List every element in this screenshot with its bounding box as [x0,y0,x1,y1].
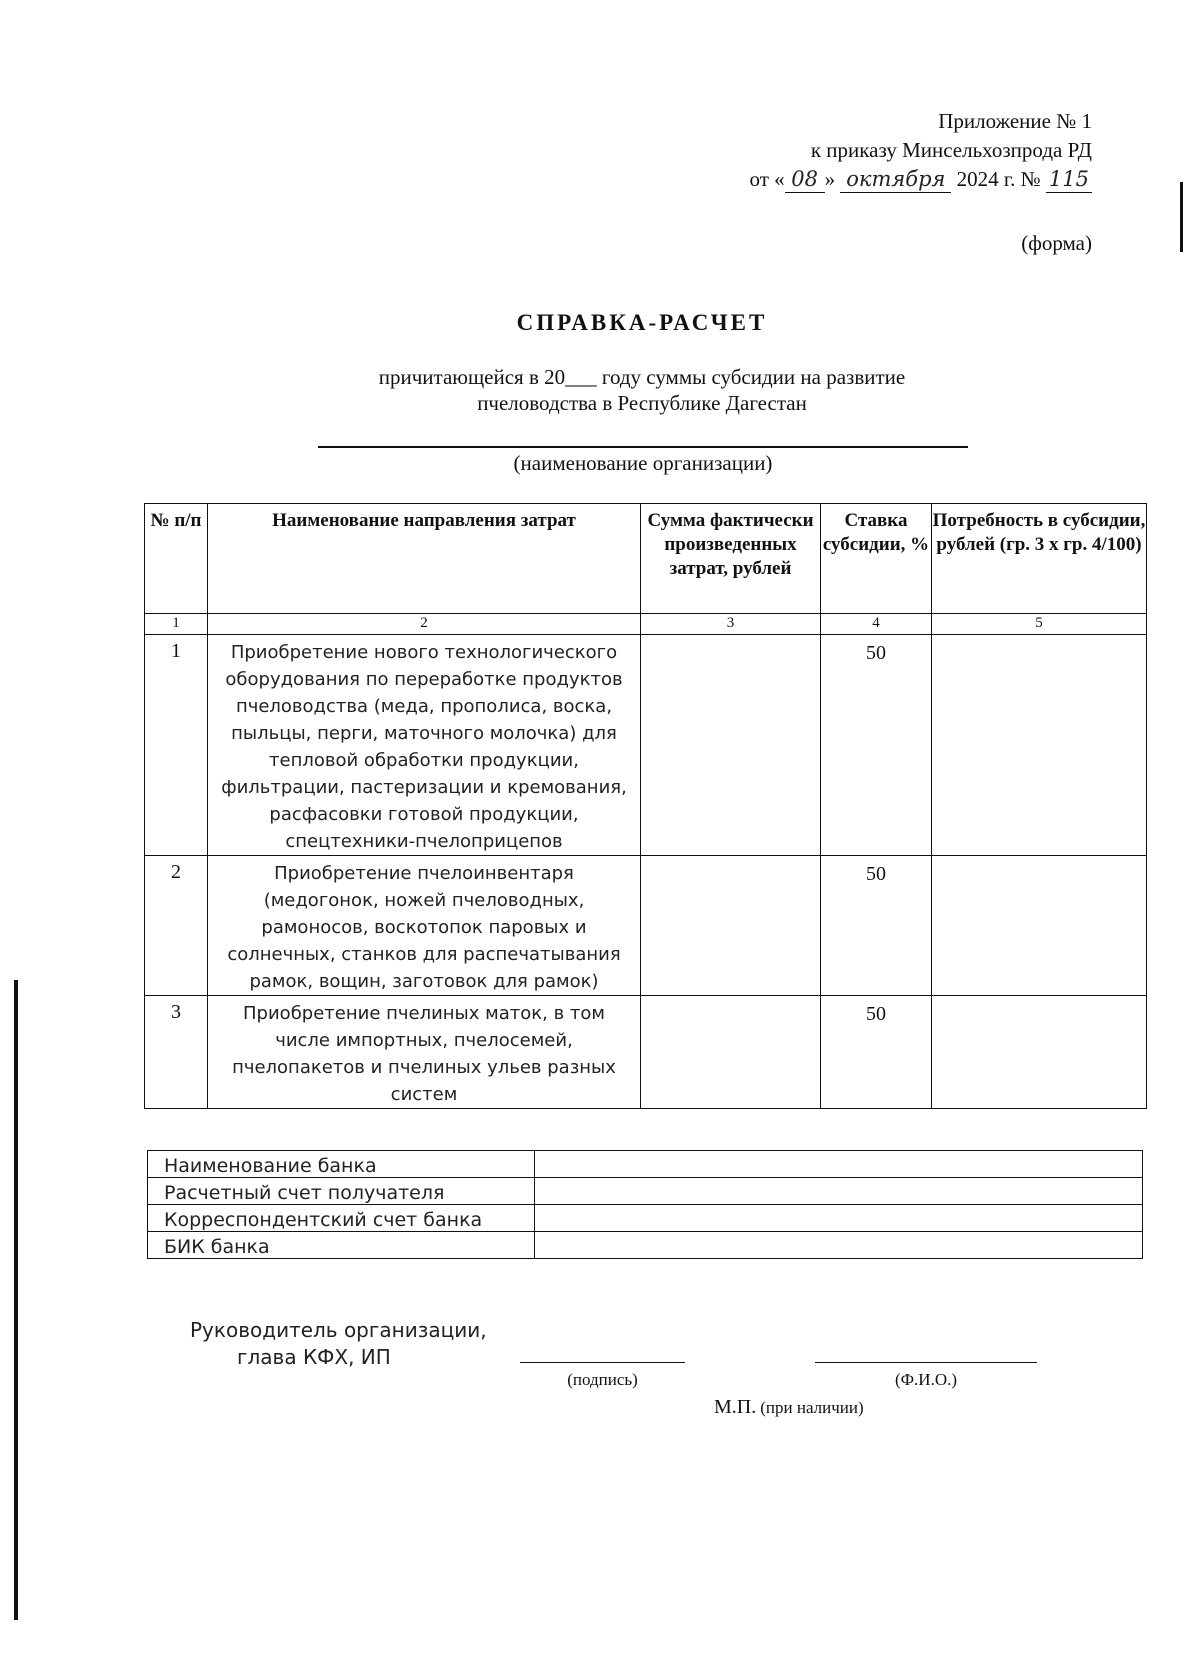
bank-row [148,1178,1143,1205]
bank-value-cell[interactable] [535,1232,1143,1259]
subtitle-line-1: причитающейся в 20___ году суммы субсидии на развитие [378,365,906,389]
stamp-prefix: М.П. [714,1396,757,1418]
row-rate: 50 [821,996,932,1109]
row-number: 2 [145,856,208,996]
farm-head-label: глава КФХ, ИП [237,1345,391,1369]
row-need-cell[interactable] [932,856,1147,996]
row-number: 1 [145,635,208,856]
column-number: 1 [145,614,208,635]
bank-value-cell[interactable] [535,1205,1143,1232]
form-label: (форма) [1021,231,1092,255]
bank-label: Корреспондентский счет банка [148,1205,535,1232]
handwritten-day: 08 [785,166,825,193]
row-number: 3 [145,996,208,1109]
signature-caption: (подпись) [567,1370,638,1389]
table-row [145,635,1147,856]
stamp-place-label [714,1396,864,1419]
row-rate: 50 [821,856,932,996]
bank-row [148,1151,1143,1178]
column-number: 4 [821,614,932,635]
order-reference: к приказу Минсельхозпрода РД [810,138,1092,162]
bank-label: БИК банка [148,1232,535,1259]
table-row [145,856,1147,996]
bank-value-cell[interactable] [535,1151,1143,1178]
bank-label: Наименование банка [148,1151,535,1178]
document-title: СПРАВКА-РАСЧЕТ [516,310,768,335]
handwritten-month: октября [840,166,951,193]
organization-name-line [318,446,968,448]
subtitle-line-2: пчеловодства в Республике Дагестан [477,391,807,415]
header-name: Наименование направления затрат [208,504,641,614]
header-num: № п/п [145,504,208,614]
table-row [145,996,1147,1109]
order-date-line [749,166,1092,193]
full-name-line [815,1362,1037,1363]
row-amount-cell[interactable] [641,856,821,996]
date-quote-close: » [824,167,836,191]
row-amount-cell[interactable] [641,635,821,856]
full-name-caption: (Ф.И.О.) [894,1370,958,1389]
row-amount-cell[interactable] [641,996,821,1109]
scan-edge-artifact [1180,182,1183,252]
bank-row [148,1232,1143,1259]
date-prefix: от « [749,167,785,191]
scan-edge-artifact [14,980,18,1620]
handwritten-order-number: 115 [1046,166,1092,193]
row-rate: 50 [821,635,932,856]
calculation-table [144,503,1147,1109]
bank-label: Расчетный счет получателя [148,1178,535,1205]
organization-caption: (наименование организации) [513,451,773,475]
row-need-cell[interactable] [932,635,1147,856]
header-rate: Ставка субсидии, % [821,504,932,614]
row-need-cell[interactable] [932,996,1147,1109]
column-number: 3 [641,614,821,635]
bank-value-cell[interactable] [535,1178,1143,1205]
column-number: 2 [208,614,641,635]
header-amount: Сумма фактически произведенных затрат, рублей [641,504,821,614]
bank-row [148,1205,1143,1232]
row-expense-name: Приобретение нового технологического оборудования по переработке продуктов пчеловодства (меда, прополиса, воска, пыльцы, перги, маточного молочка) для тепловой обработки продукции, фильтрации, пастеризации и кремования, расфасовки готовой продукции, спецтехники-пчелоприцепов [208,635,641,856]
stamp-suffix: (при наличии) [760,1398,864,1417]
row-expense-name: Приобретение пчелоинвентаря (медогонок, ножей пчеловодных, рамоносов, воскотопок паровых и солнечных, станков для распечатывания рамок, вощин, заготовок для рамок) [208,856,641,996]
row-expense-name: Приобретение пчелиных маток, в том числе импортных, пчелосемей, пчелопакетов и пчелиных ульев разных систем [208,996,641,1109]
table-header-row [145,504,1147,614]
column-number-row [145,614,1147,635]
head-of-organization-label: Руководитель организации, [190,1318,487,1342]
year-text: 2024 г. № [956,167,1041,191]
bank-details-table [147,1150,1143,1259]
appendix-title: Приложение № 1 [938,109,1092,133]
signature-line [520,1362,685,1363]
column-number: 5 [932,614,1147,635]
header-need: Потребность в субсидии, рублей (гр. 3 х гр. 4/100) [932,504,1147,614]
